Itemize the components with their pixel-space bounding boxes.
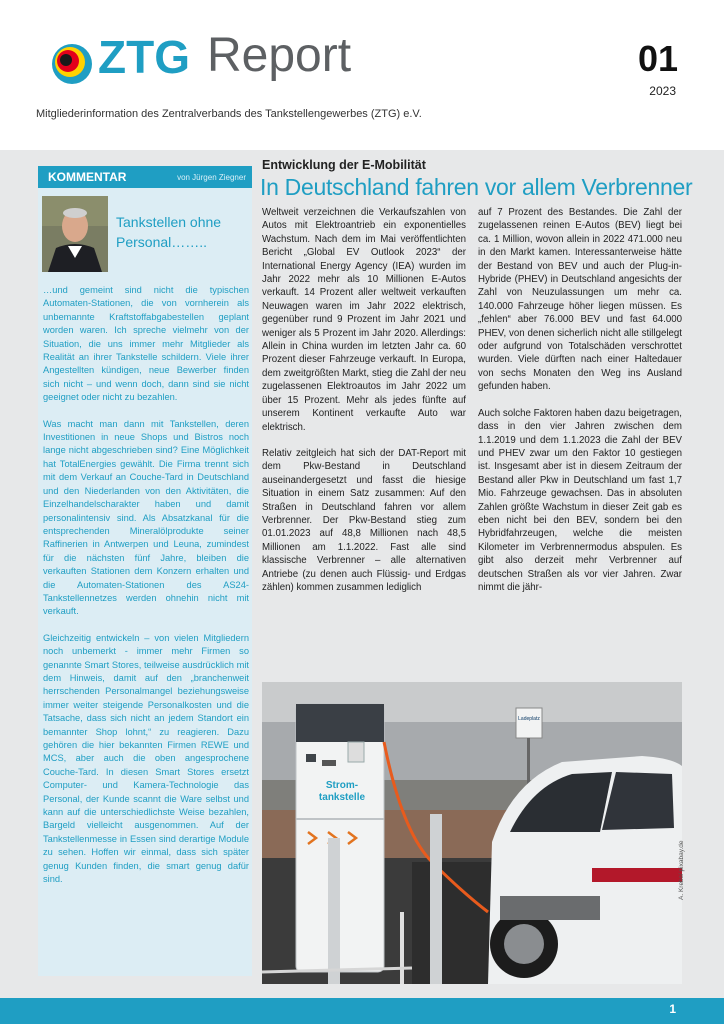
commentary-headline-line2: Personal…….. (116, 234, 208, 250)
commentary-sidebar (38, 166, 252, 976)
commentary-paragraph: Was macht man dann mit Tankstellen, deren Investitionen in neue Shops und Bistros noch lange nicht abgeschrieben sind? Eine Möglichkeit hat TotalEnergies gewählt. Die Firma trennt sich mit dem Verkauf an Couche-Tard in Deutschland und den Niederlanden von den Aktivitäten, die Einzelhandelscharakter haben und damit personalintensiv sind. Als Absatzkanal für die entsprechenden Mineralölprodukte seiner Raffinerien in Antwerpen und Leuna, zumindest für die nächsten fünf Jahre, bleiben die verkauften Stationen dem Konzern erhalten und die Automaten-Stationen des AS24-Tankstellennetzes werden ohnehin nicht mit verkauft. (43, 418, 249, 617)
page-header (0, 0, 724, 150)
article-paragraph: Weltweit verzeichnen die Verkaufszahlen von Autos mit Elektroantrieb ein exponentielles Wachstum. Nach dem im Mai veröffentlichten Bericht „Global EV Outlook 2023“ der International Energy Agency (IEA) wurden im Jahr 2022 mehr als 10 Millionen E-Autos verkauft. 14 Prozent aller weltweit verkauften Neuwagen waren im Jahr 2022 elektrisch, gegenüber rund 9 Prozent im Jahr 2021 und weniger als 5 Prozent im Jahr 2020. Allerdings: Allein in China wurden im letzten Jahr ca. 60 Prozent dieser Fahrzeuge verkauft. In Europa, dem zweitgrößten Markt, stieg die Zahl der neu zugelassenen Elektroautos im Jahr 2022 um über 15 Prozent. Mehr als jedes fünfte auf unserem Kontinent verkaufte Auto war elektrisch. (262, 207, 466, 433)
commentary-author: von Jürgen Ziegner (177, 173, 246, 182)
article-headline: In Deutschland fahren vor allem Verbrenner (260, 174, 693, 200)
commentary-headline-line1: Tankstellen ohne (116, 214, 222, 230)
charging-station-photo (262, 682, 682, 984)
article-paragraph: Relativ zeitgleich hat sich der DAT-Report mit dem Pkw-Bestand in Deutschland auseinandergesetzt und fasst die hiesige Situation in einem Satz zusammen: Auf den Straßen in Deutschland fahren vor allem Verbrenner. Der Pkw-Bestand stieg zum 01.01.2023 auf 48,8 Millionen nach 48,5 Millionen am 1.1.2022. Fast alle sind klassische Verbrenner – alle alternativen Antriebe (zu denen auch Flüssig- und Erdgas zählen) kommen zusammen lediglich (262, 447, 466, 593)
article-paragraph: Auch solche Faktoren haben dazu beigetragen, dass in den vier Jahren zwischen dem 1.1.2019 und dem 1.1.2023 die Zahl der BEV und PHEV zwar um den Faktor 10 gestiegen ist. Insgesamt aber ist in diesem Zeitraum der Bestand aller Pkw in Deutschland um fast 1,7 Mio. Fahrzeuge gewachsen. Das in absoluten Zahlen größte Wachstum in dieser Zeit gab es eben nicht bei den BEV, sondern bei den Hybridfahrzeugen, welche die meisten Kilometer im Verbrennermodus abspulen. Es gibt also derzeit mehr Verbrenner auf deutschen Straßen als vor vier Jahren. Zwar nimmt die jähr- (478, 407, 682, 593)
page-number: 1 (669, 1002, 676, 1016)
photo-credit: A. Krebs/ pixabay.de (678, 840, 685, 900)
issue-number: 01 (637, 38, 678, 79)
commentary-paragraph: Gleichzeitig entwickeln – von vielen Mitgliedern noch unbemerkt - immer mehr Firmen so genannte Smart Stores, teilweise ausdrücklich mit dem Hinweis, damit auf den „branchenweit herrschenden Personalmangel beziehungsweise immer weiter steigende Personalkosten und die Tatsache, dass sich nicht an jedem Standort ein bemannter Shop lohnt,“ zu reagieren. Dazu gehören die hier bekannten Firmen REWE und MCS, aber auch die oben angesprochene Couche-Tard. In diesen Smart Stores ersetzt Computer- und Kamera-Technologie das Personal, der Kunde scannt die Ware selbst und kann auf die unterschiedlichste Weise bezahlen, Bargeld vielleicht ausgenommen. Auf der Tankstellenmesse in Essen sind derartige Module zu sehen. Hoffen wir einmal, dass sich später genug Kunden finden, die smart genug dafür sind. (43, 632, 249, 885)
article-column-1 (262, 206, 466, 671)
commentary-label: KOMMENTAR (48, 170, 127, 184)
report-title: Report (207, 29, 352, 82)
article-column-2 (478, 206, 682, 671)
header-subtitle: Mitgliederinformation des Zentralverbands des Tankstellengewerbes (ZTG) e.V. (36, 108, 422, 120)
brand-name: ZTG (98, 31, 190, 83)
ztg-logo-icon (50, 42, 94, 86)
station-label-line1: Strom- (325, 780, 359, 791)
station-label-line2: tankstelle (318, 792, 366, 803)
commentary-header-bar (38, 166, 252, 188)
article-kicker: Entwicklung der E-Mobilität (262, 158, 426, 172)
page-footer (0, 998, 724, 1024)
author-portrait (42, 196, 108, 272)
commentary-body (43, 284, 249, 899)
sign-label: Ladeplatz (518, 716, 540, 722)
commentary-paragraph: …und gemeint sind nicht die typischen Automaten-Stationen, die von vornherein als unbemannte Kraftstoffabgabestellen geplant worden waren. Ich spreche vielmehr von der Situation, die uns immer mehr Mitglieder als Realität an ihrer Tankstelle schildern. Viele ihrer Angestellten kündigen, neue Bewerber finden sich nicht – und wenn doch, dann sind sie nicht geeignet oder nicht zu bezahlen. (43, 285, 249, 403)
commentary-headline (116, 212, 246, 252)
issue-year: 2023 (649, 84, 676, 98)
article-paragraph: auf 7 Prozent des Bestandes. Die Zahl der zugelassenen reinen E-Autos (BEV) liegt bei ca. 1 Million, wovon allein in 2022 471.000 neu in den Markt kamen. Interessanterweise hätte der Bestand von BEV und auch der Plug-in-Hybride (PHEV) in Deutschland angesichts der Zahl von Neuzulassungen um mehr ca. 140.000 Fahrzeuge höher liegen müssen. Es „fehlen“ aber 76.000 BEV und fast 64.000 PHEV, von denen sicherlich nicht alle stillgelegt oder aufgrund von Totalschäden verschrottet wurden. Viele dürften nach einer Haltedauer von sechs Monaten den Weg ins Ausland gefunden haben. (478, 207, 682, 393)
